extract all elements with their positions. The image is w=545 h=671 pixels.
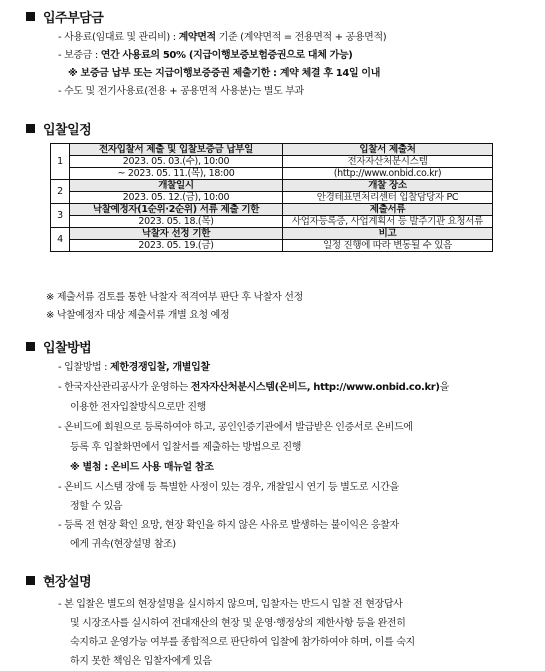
onbid-line-cont: 이용한 전자입찰방식으로만 진행 xyxy=(70,402,206,413)
site-briefing-line-3: 숙지하고 운영가능 여부를 종합적으로 판단하여 입찰에 참가하여야 하며, 이를 숙지 xyxy=(70,637,415,648)
deposit-line: - 보증금 : 연간 사용료의 50% (지급이행보증보험증권으로 대체 가능) xyxy=(58,50,353,61)
table-cell: 일정 진행에 따라 변동될 수 있음 xyxy=(283,240,493,252)
table-header-cell: 개찰일시 xyxy=(70,180,283,192)
row-number: 1 xyxy=(51,144,70,180)
manual-note: ※ 별첨 : 온비드 사용 매뉴얼 참조 xyxy=(70,462,214,473)
table-cell: 사업자등록증, 사업계획서 등 발주기관 요청서류 xyxy=(283,216,493,228)
table-cell: 2023. 05. 19.(금) xyxy=(70,240,283,252)
table-cell: 2023. 05. 18.(목) xyxy=(70,216,283,228)
section-title-bid-schedule: 입찰일정 xyxy=(26,119,91,138)
site-briefing-line-2: 및 시장조사를 실시하여 전대재산의 현장 및 운영·행정상의 제한사항 등을 완전히 xyxy=(70,618,406,629)
table-cell: (http://www.onbid.co.kr) xyxy=(283,168,493,180)
table-cell: 전자자산처분시스템 xyxy=(283,156,493,168)
square-bullet-icon xyxy=(26,124,35,133)
row-number: 2 xyxy=(51,180,70,204)
utility-line: - 수도 및 전기사용료(전용 + 공용면적 사용분)는 별도 부과 xyxy=(58,86,304,97)
table-row xyxy=(51,168,493,180)
table-cell: 2023. 05. 03.(수), 10:00 xyxy=(70,156,283,168)
schedule-note-1: ※ 제출서류 검토를 통한 낙찰자 적격여부 판단 후 낙찰자 선정 xyxy=(46,292,303,303)
table-row xyxy=(51,144,493,156)
section-title-bid-method: 입찰방법 xyxy=(26,337,91,356)
site-check-line-cont: 에게 귀속(현장설명 참조) xyxy=(70,539,176,550)
table-header-cell: 낙찰예정자(1순위·2순위) 서류 제출 기한 xyxy=(70,204,283,216)
registration-line-cont: 등록 후 입찰화면에서 입찰서를 제출하는 방법으로 진행 xyxy=(70,442,302,453)
table-header-cell: 개찰 장소 xyxy=(283,180,493,192)
section-title-entry-charges: 입주부담금 xyxy=(26,7,103,26)
table-row xyxy=(51,240,493,252)
section-title-site-briefing: 현장설명 xyxy=(26,571,91,590)
square-bullet-icon xyxy=(26,576,35,585)
table-header-cell: 제출서류 xyxy=(283,204,493,216)
table-row xyxy=(51,204,493,216)
table-cell: 2023. 05. 12.(금), 10:00 xyxy=(70,192,283,204)
fee-line: - 사용료(임대료 및 관리비) : 계약면적 기준 (계약면적 = 전용면적 + 공용면적) xyxy=(58,32,387,43)
table-header-cell: 입찰서 제출처 xyxy=(283,144,493,156)
square-bullet-icon xyxy=(26,12,35,21)
onbid-line: - 한국자산관리공사가 운영하는 전자자산처분시스템(온비드, http://www.onbid.co.kr)을 xyxy=(58,382,449,393)
site-briefing-line-4: 하지 못한 책임은 입찰자에게 있음 xyxy=(70,656,212,667)
deposit-deadline-note: ※ 보증금 납부 또는 지급이행보증증권 제출기한 : 계약 체결 후 14일 이내 xyxy=(68,68,381,79)
schedule-note-2: ※ 낙찰예정자 대상 제출서류 개별 요청 예정 xyxy=(46,310,230,321)
table-header-cell: 낙찰자 선정 기한 xyxy=(70,228,283,240)
site-briefing-line: - 본 입찰은 별도의 현장설명을 실시하지 않으며, 입찰자는 반드시 입찰 전 현장답사 xyxy=(58,599,403,610)
system-failure-line: - 온비드 시스템 장애 등 특별한 사정이 있는 경우, 개찰일시 연기 등 별도로 시간을 xyxy=(58,482,399,493)
site-check-line: - 등록 전 현장 확인 요망, 현장 확인을 하지 않은 사유로 발생하는 불이익은 응찰자 xyxy=(58,520,399,531)
registration-line: - 온비드에 회원으로 등록하여야 하고, 공인인증기관에서 발급받은 인증서로 온비드에 xyxy=(58,422,413,433)
table-row xyxy=(51,156,493,168)
schedule-table xyxy=(50,143,493,252)
row-number: 3 xyxy=(51,204,70,228)
table-row xyxy=(51,228,493,240)
table-row xyxy=(51,180,493,192)
table-cell: ~ 2023. 05. 11.(목), 18:00 xyxy=(70,168,283,180)
row-number: 4 xyxy=(51,228,70,252)
table-header-cell: 전자입찰서 제출 및 입찰보증금 납부일 xyxy=(70,144,283,156)
system-failure-line-cont: 정할 수 있음 xyxy=(70,501,123,512)
table-header-cell: 비고 xyxy=(283,228,493,240)
table-cell: 안경테표면처리센터 입찰담당자 PC xyxy=(283,192,493,204)
method-line: - 입찰방법 : 제한경쟁입찰, 개별입찰 xyxy=(58,362,210,373)
table-row xyxy=(51,216,493,228)
table-row xyxy=(51,192,493,204)
square-bullet-icon xyxy=(26,342,35,351)
